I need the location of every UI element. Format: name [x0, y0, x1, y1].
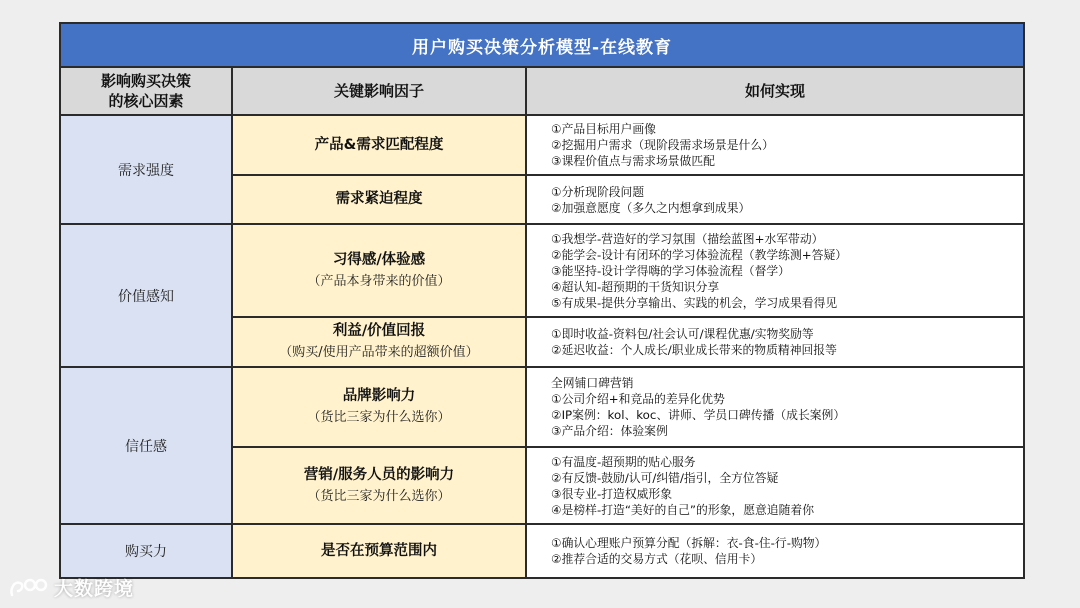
how-line: ①分析现阶段问题	[551, 184, 645, 199]
how-line: ①我想学-营造好的学习氛围（描绘蓝图+水军带动）	[551, 231, 824, 246]
how-cell	[526, 224, 1024, 317]
header-core-line1: 影响购买决策	[100, 72, 191, 90]
how-line: ①公司介绍+和竞品的差异化优势	[551, 392, 725, 406]
factor-name: 是否在预算范围内	[321, 542, 437, 559]
how-cell	[526, 317, 1024, 367]
factor-name: 利益/价值回报	[332, 323, 426, 339]
how-line: ③课程价值点与需求场景做匹配	[551, 154, 715, 168]
how-cell	[526, 524, 1024, 578]
how-line: ②有反馈-鼓励/认可/纠错/指引，全方位答疑	[551, 470, 779, 485]
how-line: ②延迟收益：个人成长/职业成长带来的物质精神回报等	[551, 343, 837, 357]
how-cell	[526, 447, 1024, 524]
watermark-text: 大数跨境	[54, 577, 135, 600]
how-line: ①即时收益-资料包/社会认可/课程优惠/实物奖励等	[551, 327, 814, 341]
how-line: ⑤有成果-提供分享输出、实践的机会，学习成果看得见	[551, 295, 838, 310]
watermark	[8, 574, 134, 600]
how-line: ②加强意愿度（多久之内想拿到成果）	[551, 200, 751, 215]
header-core-line2: 的核心因素	[108, 92, 184, 110]
how-line: ③很专业-打造权威形象	[551, 486, 673, 501]
how-line: ④是榜样-打造“美好的自己”的形象，愿意追随着你	[551, 502, 814, 517]
key-factor-cell	[232, 367, 526, 447]
factor-subtitle: （货比三家为什么选你）	[307, 410, 451, 425]
key-factor-cell	[232, 224, 526, 317]
how-line: ①确认心理账户预算分配（拆解：衣-食-住-行-购物）	[551, 536, 827, 550]
how-line: ②推荐合适的交易方式（花呗、信用卡）	[551, 552, 763, 566]
factor-subtitle: （产品本身带来的价值）	[307, 273, 451, 289]
how-line: ③能坚持-设计学得嗨的学习体验流程（督学）	[551, 263, 790, 278]
factor-name: 产品&需求匹配程度	[314, 136, 444, 153]
key-factor-cell	[232, 317, 526, 367]
how-cell	[526, 175, 1024, 224]
title-row	[60, 23, 1024, 67]
decision-model-table	[59, 22, 1025, 579]
core-factor-cell: 购买力	[60, 524, 232, 578]
key-factor-cell	[232, 175, 526, 224]
how-line: ②能学会-设计有闭环的学习体验流程（教学练测+答疑）	[551, 247, 848, 262]
factor-name: 习得感/体验感	[332, 251, 426, 268]
factor-name: 需求紧迫程度	[335, 191, 423, 207]
table-row	[60, 224, 1024, 317]
core-factor-cell: 需求强度	[60, 115, 232, 224]
how-line: ④超认知-超预期的干货知识分享	[551, 279, 720, 294]
core-factor-cell: 价值感知	[60, 224, 232, 367]
how-line: ①有温度-超预期的贴心服务	[551, 454, 696, 469]
header-how-to: 如何实现	[526, 67, 1024, 115]
key-factor-cell	[232, 115, 526, 175]
factor-subtitle: （购买/使用产品带来的超额价值）	[279, 345, 479, 360]
table-row	[60, 367, 1024, 447]
brand-logo-icon	[8, 575, 48, 599]
key-factor-cell	[232, 447, 526, 524]
table-row	[60, 115, 1024, 175]
how-cell	[526, 367, 1024, 447]
header-row	[60, 67, 1024, 115]
factor-subtitle: （货比三家为什么选你）	[307, 488, 451, 504]
how-cell	[526, 115, 1024, 175]
table-row	[60, 524, 1024, 578]
how-line: ②挖掘用户需求（现阶段需求场景是什么）	[551, 138, 774, 152]
how-line: ①产品目标用户画像	[551, 122, 656, 136]
header-key-factors: 关键影响因子	[232, 67, 526, 115]
how-line: ②IP案例：kol、koc、讲师、学员口碑传播（成长案例）	[551, 408, 846, 422]
table-title: 用户购买决策分析模型-在线教育	[60, 23, 1024, 67]
factor-name: 品牌影响力	[342, 388, 416, 404]
header-core-factors	[60, 67, 232, 115]
core-factor-cell: 信任感	[60, 367, 232, 524]
factor-name: 营销/服务人员的影响力	[303, 466, 455, 483]
key-factor-cell	[232, 524, 526, 578]
how-line: 全网铺口碑营销	[551, 376, 634, 390]
how-line: ③产品介绍：体验案例	[551, 424, 668, 438]
